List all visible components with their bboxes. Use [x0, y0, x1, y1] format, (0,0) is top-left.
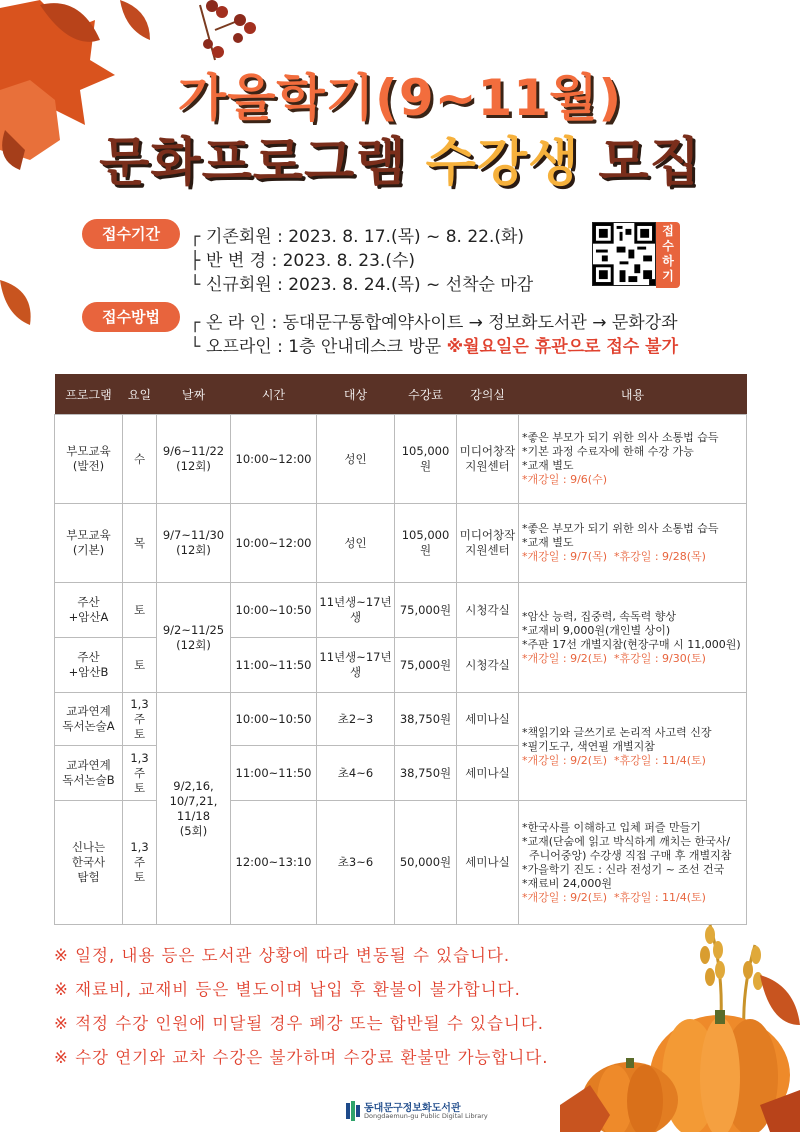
- cell-day: 1,3주 토: [123, 801, 157, 925]
- cell-content: *좋은 부모가 되기 위한 의사 소통법 습득 *교재 별도 *개강일 : 9/7(목) *휴강일 : 9/28(목): [519, 504, 747, 583]
- title-line-1: 가을학기(9~11월): [177, 69, 623, 127]
- cell-day: 토: [123, 638, 157, 693]
- cell-room: 세미나실: [457, 693, 519, 746]
- cell-fee: 105,000원: [395, 504, 457, 583]
- cell-time: 12:00~13:10: [231, 801, 317, 925]
- cell-program: 부모교육 (발전): [55, 415, 123, 504]
- cell-room: 미디어창작 지원센터: [457, 415, 519, 504]
- registration-row-1: ┌ 기존회원 : 2023. 8. 17.(목) ~ 8. 22.(화): [190, 227, 525, 247]
- header-content: 내용: [519, 374, 747, 415]
- method-offline: └ 오프라인 : 1층 안내데스크 방문 ※월요일은 휴관으로 접수 불가: [190, 337, 678, 357]
- qr-register-tab[interactable]: 접수하기: [656, 222, 680, 288]
- qr-code[interactable]: [592, 222, 656, 286]
- library-logo: [346, 1099, 488, 1123]
- cell-room: 미디어창작 지원센터: [457, 504, 519, 583]
- cell-time: 10:00~12:00: [231, 504, 317, 583]
- library-name: 동대문구정보화도서관: [364, 1103, 461, 1114]
- notice-3: ※ 적정 수강 인원에 미달될 경우 폐강 또는 합반될 수 있습니다.: [54, 1014, 545, 1033]
- cell-fee: 75,000원: [395, 638, 457, 693]
- cell-fee: 38,750원: [395, 693, 457, 746]
- library-logo-icon: [346, 1101, 360, 1121]
- title-line-2: 문화프로그램 수강생 모집: [99, 133, 701, 193]
- table-row: [55, 504, 747, 583]
- cell-target: 성인: [317, 415, 395, 504]
- header-day: 요일: [123, 374, 157, 415]
- table-row: [55, 583, 747, 638]
- cell-date: 9/7~11/30 (12회): [157, 504, 231, 583]
- cell-date: 9/6~11/22 (12회): [157, 415, 231, 504]
- cell-program: 주산 +암산B: [55, 638, 123, 693]
- cell-day: 토: [123, 583, 157, 638]
- cell-date: 9/2~11/25 (12회): [157, 583, 231, 693]
- table-row: [55, 693, 747, 746]
- header-date: 날짜: [157, 374, 231, 415]
- registration-row-3: └ 신규회원 : 2023. 8. 24.(목) ~ 선착순 마감: [190, 275, 534, 295]
- method-online: ┌ 온 라 인 : 동대문구통합예약사이트 → 정보화도서관 → 문화강좌: [190, 313, 678, 333]
- cell-time: 11:00~11:50: [231, 746, 317, 801]
- cell-content: *한국사를 이해하고 입체 퍼즐 만들기 *교재(단숨에 읽고 박식하게 깨치는 한국사/ 주니어중앙) 수강생 직접 구매 후 개별지참 *가을학기 진도 : 신라 전성기 ~ 조선 건국 *재료비 24,000원 *개강일 : 9/2(토) *휴강일 : 11/4(토): [519, 801, 747, 925]
- cell-time: 10:00~10:50: [231, 693, 317, 746]
- cell-time: 10:00~12:00: [231, 415, 317, 504]
- cell-program: 부모교육 (기본): [55, 504, 123, 583]
- qr-code-icon: [593, 223, 655, 285]
- library-name-english: Dongdaemun-gu Public Digital Library: [364, 1112, 488, 1120]
- table-row: [55, 415, 747, 504]
- header-time: 시간: [231, 374, 317, 415]
- cell-program: 주산 +암산A: [55, 583, 123, 638]
- cell-day: 목: [123, 504, 157, 583]
- program-table: [54, 374, 747, 925]
- cell-target: 초2~3: [317, 693, 395, 746]
- cell-day: 1,3주 토: [123, 693, 157, 746]
- header-fee: 수강료: [395, 374, 457, 415]
- cell-target: 11년생~17년생: [317, 583, 395, 638]
- cell-fee: 50,000원: [395, 801, 457, 925]
- cell-room: 세미나실: [457, 746, 519, 801]
- cell-room: 세미나실: [457, 801, 519, 925]
- cell-time: 11:00~11:50: [231, 638, 317, 693]
- notice-1: ※ 일정, 내용 등은 도서관 상황에 따라 변동될 수 있습니다.: [54, 946, 511, 965]
- header-room: 강의실: [457, 374, 519, 415]
- cell-target: 초3~6: [317, 801, 395, 925]
- cell-target: 11년생~17년생: [317, 638, 395, 693]
- cell-day: 수: [123, 415, 157, 504]
- cell-content: *좋은 부모가 되기 위한 의사 소통법 습득 *기본 과정 수료자에 한해 수강 가능 *교재 별도 *개강일 : 9/6(수): [519, 415, 747, 504]
- leaf-decoration-left: [0, 270, 40, 330]
- cell-content: *책읽기와 글쓰기로 논리적 사고력 신장 *필기도구, 색연필 개별지참 *개강일 : 9/2(토) *휴강일 : 11/4(토): [519, 693, 747, 801]
- cell-fee: 75,000원: [395, 583, 457, 638]
- cell-program: 교과연계 독서논술B: [55, 746, 123, 801]
- cell-fee: 105,000원: [395, 415, 457, 504]
- registration-row-2: ├ 반 변 경 : 2023. 8. 23.(수): [190, 251, 416, 271]
- cell-date: 9/2,16, 10/7,21, 11/18 (5회): [157, 693, 231, 925]
- cell-program: 교과연계 독서논술A: [55, 693, 123, 746]
- cell-day: 1,3주 토: [123, 746, 157, 801]
- header-program: 프로그램: [55, 374, 123, 415]
- title-highlight: 수강생: [425, 133, 580, 193]
- registration-method-label: 접수방법: [82, 302, 180, 332]
- closed-monday-warning: ※월요일은 휴관으로 접수 불가: [446, 337, 678, 357]
- cell-target: 성인: [317, 504, 395, 583]
- cell-target: 초4~6: [317, 746, 395, 801]
- cell-content: *암산 능력, 집중력, 속독력 향상 *교재비 9,000원(개인별 상이) *주판 17선 개별지참(현장구매 시 11,000원) *개강일 : 9/2(토) *휴강일 : 9/30(토): [519, 583, 747, 693]
- header-target: 대상: [317, 374, 395, 415]
- notice-4: ※ 수강 연기와 교차 수강은 불가하며 수강료 환불만 가능합니다.: [54, 1048, 549, 1067]
- pumpkin-decoration: [560, 915, 800, 1132]
- cell-room: 시청각실: [457, 583, 519, 638]
- notice-2: ※ 재료비, 교재비 등은 별도이며 납입 후 환불이 불가합니다.: [54, 980, 521, 999]
- cell-room: 시청각실: [457, 638, 519, 693]
- cell-time: 10:00~10:50: [231, 583, 317, 638]
- registration-period-label: 접수기간: [82, 219, 180, 249]
- cell-program: 신나는 한국사 탐험: [55, 801, 123, 925]
- cell-fee: 38,750원: [395, 746, 457, 801]
- table-header-row: [55, 374, 747, 415]
